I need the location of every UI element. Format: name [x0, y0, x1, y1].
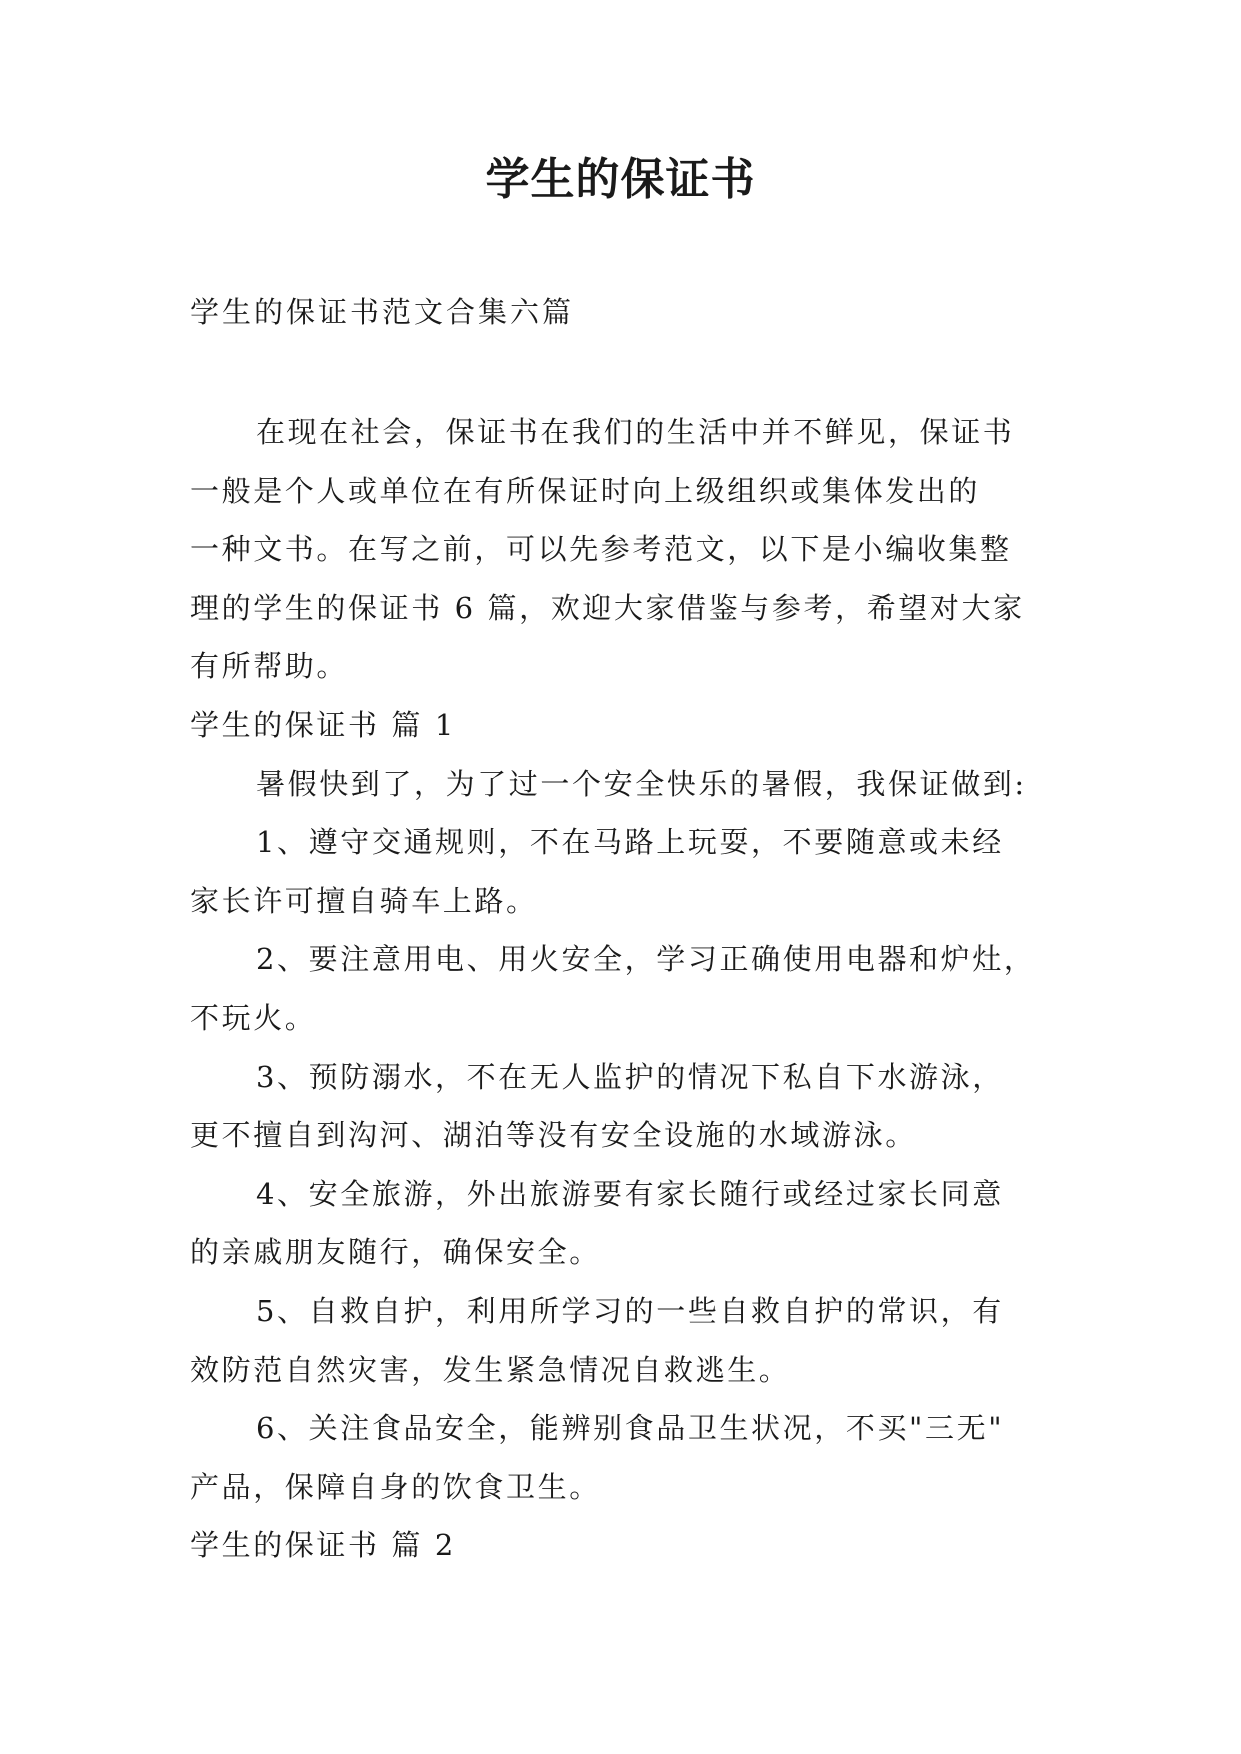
section-heading: 学生的保证书 篇 1: [190, 707, 456, 742]
paragraph-line: 暑假快到了，为了过一个安全快乐的暑假，我保证做到:: [256, 766, 1027, 801]
paragraph-line: 5、自救自护，利用所学习的一些自救自护的常识，有: [256, 1293, 1004, 1328]
paragraph-line: 4、安全旅游，外出旅游要有家长随行或经过家长同意: [256, 1176, 1004, 1211]
paragraph-line: 1、遵守交通规则，不在马路上玩耍，不要随意或未经: [256, 825, 1004, 860]
paragraph-line: 效防范自然灾害，发生紧急情况自救逃生。: [190, 1352, 791, 1387]
section-heading: 学生的保证书 篇 2: [190, 1528, 456, 1563]
document-subtitle: 学生的保证书范文合集六篇: [190, 295, 575, 329]
paragraph-line: 更不擅自到沟河、湖泊等没有安全设施的水域游泳。: [190, 1118, 917, 1153]
document-title: 学生的保证书: [485, 154, 756, 205]
paragraph-line: 有所帮助。: [190, 649, 349, 684]
paragraph-line: 家长许可擅自骑车上路。: [190, 883, 538, 918]
paragraph-line: 在现在社会，保证书在我们的生活中并不鲜见，保证书: [256, 415, 1015, 449]
paragraph-line: 的亲戚朋友随行，确保安全。: [190, 1235, 601, 1270]
document-body: [190, 403, 1052, 1575]
paragraph-line: 3、预防溺水，不在无人监护的情况下私自下水游泳，: [256, 1059, 1004, 1094]
paragraph-line: 6、关注食品安全，能辨别食品卫生状况，不买"三无": [256, 1411, 1005, 1446]
paragraph-line: 不玩火。: [190, 1000, 317, 1035]
paragraph-line: 一般是个人或单位在有所保证时向上级组织或集体发出的: [190, 473, 981, 508]
paragraph-line: 产品，保障自身的饮食卫生。: [190, 1469, 601, 1504]
paragraph-line: 一种文书。在写之前，可以先参考范文，以下是小编收集整: [190, 532, 1012, 567]
paragraph-line: 理的学生的保证书 6 篇，欢迎大家借鉴与参考，希望对大家: [190, 590, 1025, 625]
paragraph-line: 2、要注意用电、用火安全，学习正确使用电器和炉灶，: [256, 942, 1036, 977]
